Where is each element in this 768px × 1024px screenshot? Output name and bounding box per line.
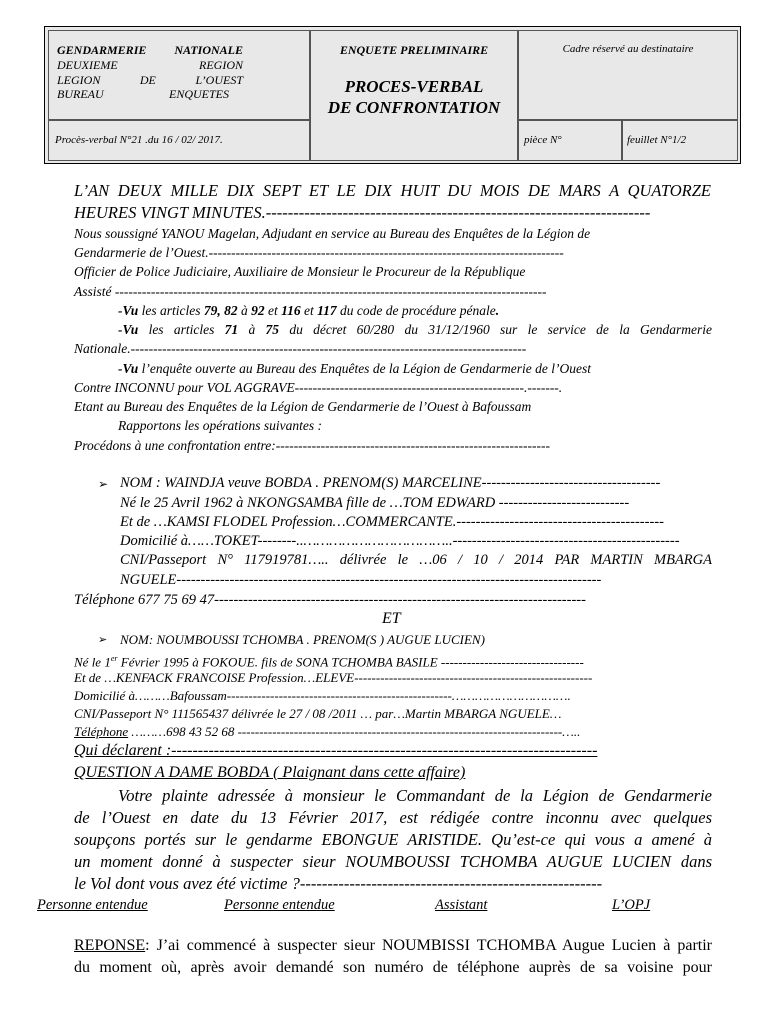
enquete-label: ENQUETE PRELIMINAIRE: [339, 43, 489, 57]
header-table: [44, 26, 741, 164]
person1-cni: CNI/Passeport N° 117919781….. délivrée le …06 / 10 / 2014 PAR MARTIN MBARGA: [120, 552, 712, 568]
person2-cni: CNI/Passeport N° 111565437 délivrée le 27 / 08 /2011 … par…Martin MBARGA NGUELE…: [74, 706, 562, 721]
person1-nom: NOM : WAINDJA veuve BOBDA . PRENOM(S) MARCELINE-------------------------------------: [120, 475, 661, 491]
org-line-1: GENDARMERIE NATIONALE: [57, 43, 243, 57]
preamble-line-6: Assisté ------------------------------------------------------------------------------------------------: [74, 284, 547, 299]
reponse-line-2: du moment où, après avoir demandé son numéro de téléphone auprès de sa voisine pour: [74, 959, 712, 976]
question-line-3: soupçons portés sur le gendarme EBONGUE ARISTIDE. Qu’est-ce qui vous a amené à: [74, 830, 712, 849]
person2-telephone: Téléphone ………698 43 52 68 ---------------------------------------------------------------------------…..: [74, 724, 581, 739]
preamble-line-1: L’AN DEUX MILLE DIX SEPT ET LE DIX HUIT DU MOIS DE MARS A QUATORZE: [74, 181, 711, 200]
person1-ne: Né le 25 Avril 1962 à NKONGSAMBA fille de …TOM EDWARD ---------------------------: [120, 495, 630, 511]
qui-declarent: Qui déclarent :--------------------------------------------------------------------------------: [74, 742, 598, 759]
title-line-1: PROCES-VERBAL: [344, 77, 484, 96]
et-separator: ET: [382, 610, 401, 627]
vu-line-3: -Vu l’enquête ouverte au Bureau des Enquêtes de la Légion de Gendarmerie de l’Ouest: [118, 361, 592, 376]
person2-et-de: Et de …KENFACK FRANCOISE Profession…ELEVE-------------------------------------------------------: [74, 670, 593, 685]
preamble-line-5: Officier de Police Judiciaire, Auxiliaire de Monsieur le Procureur de la République: [74, 264, 526, 279]
feuillet-label: feuillet N°1/2: [627, 134, 687, 146]
etant-line: Etant au Bureau des Enquêtes de la Légion de Gendarmerie de l’Ouest à Bafoussam: [74, 399, 532, 414]
question-line-5: le Vol dont vous avez été victime ?-------------------------------------------------------: [74, 874, 603, 893]
bullet-arrow-icon: ➢: [98, 634, 108, 646]
org-line-2: DEUXIEME REGION: [57, 58, 243, 72]
question-line-1: Votre plainte adressée à monsieur le Commandant de la Légion de Gendarmerie: [118, 786, 712, 805]
preamble-line-4: Gendarmerie de l’Ouest.-------------------------------------------------------------------------------: [74, 245, 564, 260]
signature-assistant: Assistant: [435, 897, 488, 913]
preamble-line-3: Nous soussigné YANOU Magelan, Adjudant en service au Bureau des Enquêtes de la Légion de: [74, 226, 591, 241]
person2-nom: NOM: NOUMBOUSSI TCHOMBA . PRENOM(S ) AUGUE LUCIEN): [120, 632, 485, 647]
person1-et-de: Et de …KAMSI FLODEL Profession…COMMERCANTE.-------------------------------------------: [120, 514, 664, 530]
rapportons-line: Rapportons les opérations suivantes :: [118, 418, 322, 433]
question-title: QUESTION A DAME BOBDA ( Plaignant dans cette affaire): [74, 764, 466, 781]
title-line-2: DE CONFRONTATION: [327, 98, 501, 117]
question-line-4: un moment donné à suspecter sieur NOUMBOUSSI TCHOMBA AUGUE LUCIEN dans: [74, 852, 712, 871]
contre-line: Contre INCONNU pour VOL AGGRAVE---------------------------------------------------.-------.: [74, 380, 563, 395]
question-line-2: de l’Ouest en date du 13 Février 2017, est rédigée contre inconnu avec quelques: [74, 808, 712, 827]
reserved-label: Cadre réservé au destinataire: [562, 43, 694, 55]
header-title-cell: [310, 30, 518, 161]
vu-line-2: -Vu les articles 71 à 75 du décret 60/280 du 31/12/1960 sur le service de la Gendarmerie: [118, 322, 712, 337]
signature-personne-entendue-2: Personne entendue: [224, 897, 335, 913]
person1-cni-cont: NGUELE----------------------------------------------------------------------------------------: [120, 572, 602, 588]
header-reserved-cell: [518, 30, 738, 120]
vu-line-2-cont: Nationale.----------------------------------------------------------------------------------------: [74, 341, 527, 356]
signature-personne-entendue-1: Personne entendue: [37, 897, 148, 913]
person1-domicile: Domicilié à……TOKET--------..……………………………..-----------------------------------------------: [120, 533, 680, 549]
header-piece-cell: [518, 120, 622, 161]
person2-ne: Né le 1er Février 1995 à FOKOUE. fils de SONA TCHOMBA BASILE ---------------------------------: [74, 654, 584, 670]
vu-line-1: -Vu les articles 79, 82 à 92 et 116 et 117 du code de procédure pénale.: [118, 303, 500, 318]
person1-telephone: Téléphone 677 75 69 47-----------------------------------------------------------------------------: [74, 592, 586, 608]
preamble-line-2: HEURES VINGT MINUTES.----------------------------------------------------------------------: [74, 203, 651, 222]
header-org-cell: [48, 30, 310, 120]
pv-number: Procès-verbal N°21 .du 16 / 02/ 2017.: [55, 134, 223, 146]
piece-label: pièce N°: [524, 134, 562, 146]
header-feuillet-cell: [622, 120, 738, 161]
header-pv-cell: [48, 120, 310, 161]
procedons-line: Procédons à une confrontation entre:-------------------------------------------------------------: [74, 438, 550, 453]
reponse-line-1: REPONSE: J’ai commencé à suspecter sieur NOUMBISSI TCHOMBA Augue Lucien à partir: [74, 937, 712, 954]
org-line-4: BUREAU ENQUETES: [57, 87, 229, 101]
person2-domicile: Domicilié à………Bafoussam----------------------------------------------------………………………….: [74, 688, 571, 703]
signature-opj: L’OPJ: [612, 897, 651, 913]
org-line-3: LEGION DE L’OUEST: [57, 73, 243, 87]
bullet-arrow-icon: ➢: [98, 477, 109, 491]
